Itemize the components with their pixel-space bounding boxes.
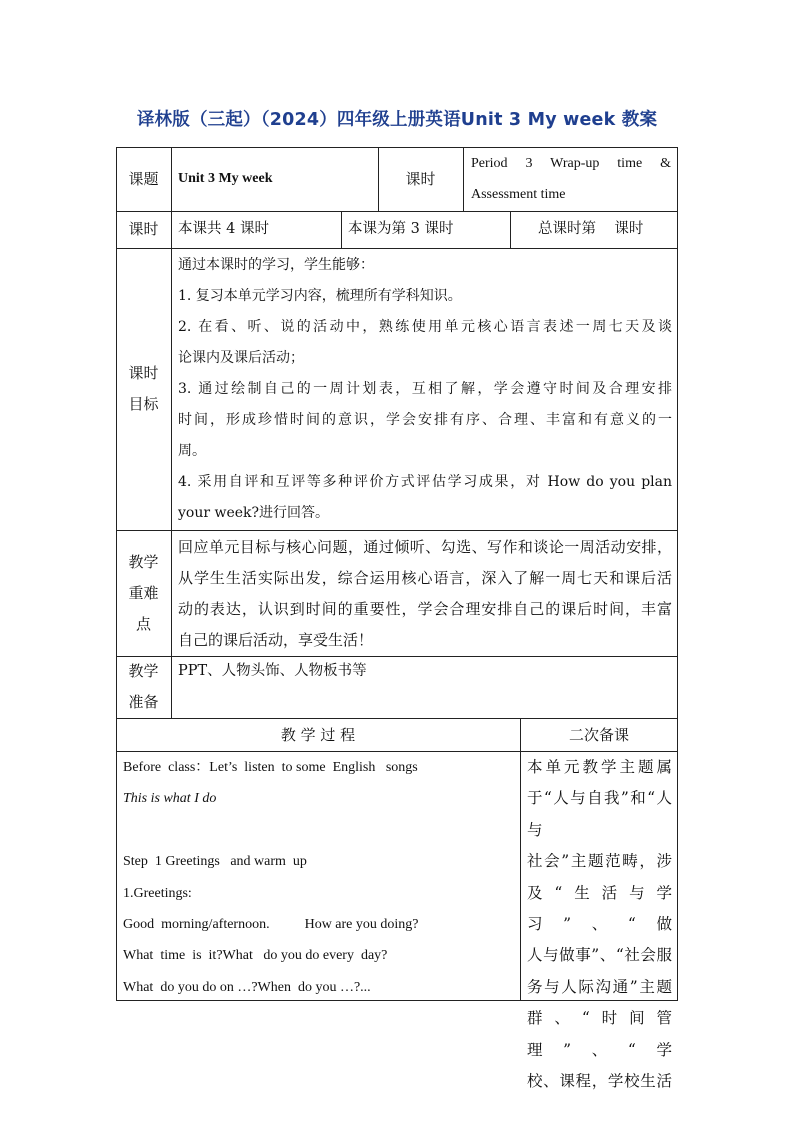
note-line: 社会”主题范畴，涉 bbox=[527, 852, 672, 871]
period-value-line1: Period 3 Wrap-up time & bbox=[471, 156, 671, 171]
process-line: Before class：Let’s listen to some English songs bbox=[123, 760, 418, 775]
note-line: 于“人与自我”和“人与 bbox=[527, 789, 672, 839]
column-divider bbox=[510, 211, 511, 248]
period-label: 课时 bbox=[405, 169, 436, 188]
objectives-label-line2: 目标 bbox=[128, 395, 159, 413]
prep-label-line1: 教学 bbox=[128, 662, 159, 680]
objective-line: 2. 在看、听、说的活动中，熟练使用单元核心语言表述一周七天及谈 bbox=[178, 319, 672, 335]
row-divider bbox=[116, 656, 678, 657]
objectives-content bbox=[178, 250, 672, 529]
objectives-label-line1: 课时 bbox=[128, 364, 159, 382]
objective-line: 论课内及课后活动； bbox=[178, 350, 304, 366]
objective-line: 通过本课时的学习，学生能够： bbox=[178, 257, 374, 273]
objective-line: 4. 采用自评和互评等多种评价方式评估学习成果，对 How do you plan bbox=[178, 474, 672, 490]
objective-line: 1. 复习本单元学习内容，梳理所有学科知识。 bbox=[178, 288, 462, 304]
period-value bbox=[471, 153, 671, 206]
lesson-count-label: 课时 bbox=[128, 220, 159, 238]
document-title: 译林版（三起）（2024）四年级上册英语Unit 3 My week 教案 bbox=[136, 110, 658, 130]
note-line: 务与人际沟通”主题 bbox=[527, 977, 672, 996]
key-points-label-line1: 教学 bbox=[128, 552, 159, 571]
objective-line: your week?进行回答。 bbox=[178, 505, 330, 521]
topic-value: Unit 3 My week bbox=[178, 170, 273, 186]
note-line: 及“生活与学习”、“做 bbox=[527, 883, 672, 934]
prep-label-line2: 准备 bbox=[128, 693, 159, 711]
note-line: 校、课程，学校生活 bbox=[527, 1072, 672, 1091]
key-points-content bbox=[178, 532, 672, 656]
lesson-count-overall: 总课时第 课时 bbox=[538, 220, 644, 237]
objective-line: 时间，形成珍惜时间的意识，学会安排有序、合理、丰富和有意义的一 bbox=[178, 412, 672, 428]
key-point-line: 回应单元目标与核心问题，通过倾听、勾选、写作和谈论一周活动安排， bbox=[178, 538, 672, 556]
objectives-label bbox=[116, 248, 171, 530]
key-points-label-line3: 点 bbox=[135, 614, 151, 633]
prep-value: PPT、人物头饰、人物板书等 bbox=[178, 663, 367, 679]
note-line: 群、“时间管理”、“学 bbox=[527, 1009, 672, 1059]
row-divider bbox=[116, 530, 678, 531]
notes-content bbox=[527, 752, 672, 1097]
note-line: 人与做事”、“社会服 bbox=[527, 946, 672, 965]
process-line: 1.Greetings: bbox=[123, 885, 192, 901]
objective-line: 3. 通过绘制自己的一周计划表，互相了解，学会遵守时间及合理安排 bbox=[178, 381, 672, 397]
process-line bbox=[123, 815, 517, 846]
column-divider bbox=[171, 147, 172, 718]
lesson-count-current: 本课为第 3 课时 bbox=[348, 220, 454, 237]
row-divider bbox=[116, 248, 678, 249]
process-header: 教 学 过 程 bbox=[280, 725, 356, 744]
period-value-line2: Assessment time bbox=[471, 187, 566, 202]
topic-label: 课题 bbox=[128, 169, 159, 188]
column-divider bbox=[520, 718, 521, 1001]
song-title: This is what I do bbox=[123, 791, 217, 807]
objective-line: 周。 bbox=[178, 443, 206, 459]
process-line: What time is it?What do you do every day? bbox=[123, 948, 388, 964]
column-divider bbox=[341, 211, 342, 248]
key-point-line: 动的表达，认识到时间的重要性，学会合理安排自己的课后时间，丰富 bbox=[178, 600, 672, 618]
column-divider bbox=[463, 147, 464, 211]
prep-label bbox=[116, 656, 171, 718]
key-points-label-line2: 重难 bbox=[128, 583, 159, 602]
process-content bbox=[123, 752, 517, 1003]
key-point-line: 自己的课后活动，享受生活！ bbox=[178, 631, 374, 649]
note-line: 本单元教学主题属 bbox=[527, 758, 672, 776]
process-line: What do you do on …?When do you …?... bbox=[123, 979, 371, 995]
key-points-label bbox=[116, 530, 171, 656]
notes-header: 二次备课 bbox=[568, 725, 629, 744]
lesson-count-total: 本课共 4 课时 bbox=[178, 220, 269, 237]
process-line: Step 1 Greetings and warm up bbox=[123, 854, 307, 870]
key-point-line: 从学生生活实际出发，综合运用核心语言，深入了解一周七天和课后活 bbox=[178, 569, 672, 587]
process-line: Good morning/afternoon. How are you doing? bbox=[123, 917, 419, 933]
